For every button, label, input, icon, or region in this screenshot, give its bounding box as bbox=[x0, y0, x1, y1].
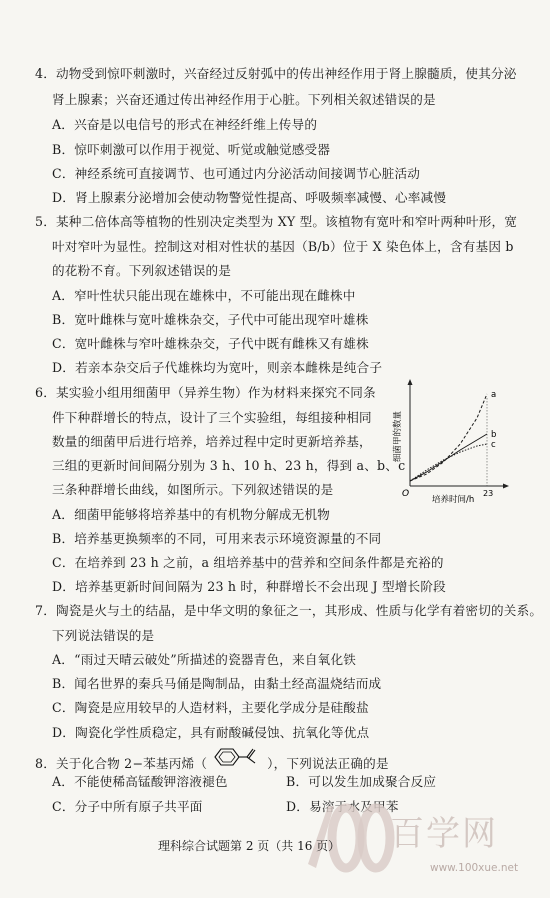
2-phenylpropene-structure bbox=[207, 751, 267, 765]
x-axis-label: 培养时间/h bbox=[432, 495, 475, 504]
q6-option-c: C．在培养到 23 h 之前，a 组培养基中的营养和空间条件都是充裕的 bbox=[52, 555, 444, 570]
series-a-label: a bbox=[491, 390, 497, 400]
q5-option-b: B．宽叶雌株与宽叶雄株杂交，子代中可能出现窄叶雄株 bbox=[52, 312, 369, 327]
q7-option-c: C．陶瓷是应用较早的人造材料，主要化学成分是硅酸盐 bbox=[52, 700, 369, 715]
q6-option-d: D．培养基更新时间间隔为 23 h 时，种群增长不会出现 J 型增长阶段 bbox=[52, 579, 446, 594]
x-tick-label: 23 bbox=[483, 489, 494, 498]
q6-stem-line-4: 三组的更新时间间隔分别为 3 h、10 h、23 h，得到 a、b、c bbox=[52, 458, 406, 473]
q8-option-d: D．易溶于水及甲苯 bbox=[286, 799, 399, 814]
q7-option-b: B．闻名世界的秦兵马俑是陶制品，由黏土经高温烧结而成 bbox=[52, 676, 382, 691]
q7-stem-line-1: 7．陶瓷是火与土的结晶，是中华文明的象征之一，其形成、性质与化学有着密切的关系。 bbox=[35, 603, 543, 618]
q6-stem-line-5: 三条种群增长曲线，如图所示。下列叙述错误的是 bbox=[52, 482, 334, 497]
q7-option-a: A．“雨过天晴云破处”所描述的瓷器青色，来自氧化铁 bbox=[52, 652, 357, 667]
q4-option-a: A．兴奋是以电信号的形式在神经纤维上传导的 bbox=[52, 117, 318, 132]
benzene-ring-icon bbox=[207, 747, 267, 767]
q6-option-a: A．细菌甲能够将培养基中的有机物分解成无机物 bbox=[52, 507, 330, 522]
watermark-url: www.100xue.net bbox=[430, 862, 519, 874]
watermark-text: 百学网 bbox=[390, 814, 498, 854]
series-c-line bbox=[410, 444, 487, 481]
x-axis-arrow bbox=[503, 484, 509, 489]
q8-stem-post: ），下列说法正确的是 bbox=[267, 756, 389, 771]
q6-option-b: B．培养基更换频率的不同，可用来表示环境资源量的不同 bbox=[52, 531, 382, 546]
series-a-line bbox=[410, 394, 487, 481]
q6-stem-line-3: 数量的细菌甲后进行培养，培养过程中定时更新培养基， bbox=[52, 434, 372, 449]
q4-stem-line-2: 肾上腺素；兴奋还通过传出神经作用于心脏。下列相关叙述错误的是 bbox=[52, 92, 436, 107]
q8-stem bbox=[35, 751, 389, 771]
q6-stem-line-1: 6．某实验小组用细菌甲（异养生物）作为材料来探究不同条 bbox=[35, 385, 376, 400]
q8-option-a: A．不能使稀高锰酸钾溶液褪色 bbox=[52, 774, 228, 789]
population-growth-chart bbox=[388, 378, 510, 504]
q8-option-c: C．分子中所有原子共平面 bbox=[52, 799, 203, 814]
q4-stem-line-1: 4．动物受到惊吓刺激时，兴奋经过反射弧中的传出神经作用于肾上腺髓质，使其分泌 bbox=[35, 66, 517, 81]
q5-stem-line-3: 的花粉不育。下列叙述错误的是 bbox=[52, 263, 232, 278]
q5-option-c: C．宽叶雌株与窄叶雄株杂交，子代中既有雌株又有雄株 bbox=[52, 336, 369, 351]
q8-stem-pre: 8．关于化合物 2−苯基丙烯（ bbox=[35, 756, 208, 771]
y-axis-arrow bbox=[408, 379, 413, 385]
y-axis-label: 细菌甲的数量 bbox=[393, 410, 403, 462]
q8-option-b: B．可以发生加成聚合反应 bbox=[286, 774, 437, 789]
q5-stem-line-2: 叶对窄叶为显性。控制这对相对性状的基因（B/b）位于 X 染色体上，含有基因 b bbox=[52, 239, 514, 254]
q5-option-d: D．若亲本杂交后子代雄株均为宽叶，则亲本雌株是纯合子 bbox=[52, 360, 383, 375]
page-footer: 理科综合试题第 2 页（共 16 页） bbox=[158, 839, 341, 853]
series-b-label: b bbox=[491, 430, 497, 440]
series-c-label: c bbox=[491, 440, 496, 450]
origin-label: O bbox=[402, 489, 410, 499]
series-layer bbox=[410, 390, 496, 481]
q5-option-a: A．窄叶性状只能出现在雄株中，不可能出现在雌株中 bbox=[52, 288, 356, 303]
q4-option-c: C．神经系统可直接调节、也可通过内分泌活动间接调节心脏活动 bbox=[52, 166, 421, 181]
q7-option-d: D．陶瓷化学性质稳定，具有耐酸碱侵蚀、抗氧化等优点 bbox=[52, 725, 370, 740]
q5-stem-line-1: 5．某种二倍体高等植物的性别决定类型为 XY 型。该植物有宽叶和窄叶两种叶形，宽 bbox=[35, 214, 518, 229]
q6-stem-line-2: 件下种群增长的特点，设计了三个实验组，每组接种相同 bbox=[52, 410, 372, 425]
q7-stem-line-2: 下列说法错误的是 bbox=[52, 628, 155, 643]
chart-svg bbox=[388, 378, 510, 504]
q4-option-b: B．惊吓刺激可以作用于视觉、听觉或触觉感受器 bbox=[52, 142, 331, 157]
q4-option-d: D．肾上腺素分泌增加会使动物警觉性提高、呼吸频率减慢、心率减慢 bbox=[52, 190, 447, 205]
